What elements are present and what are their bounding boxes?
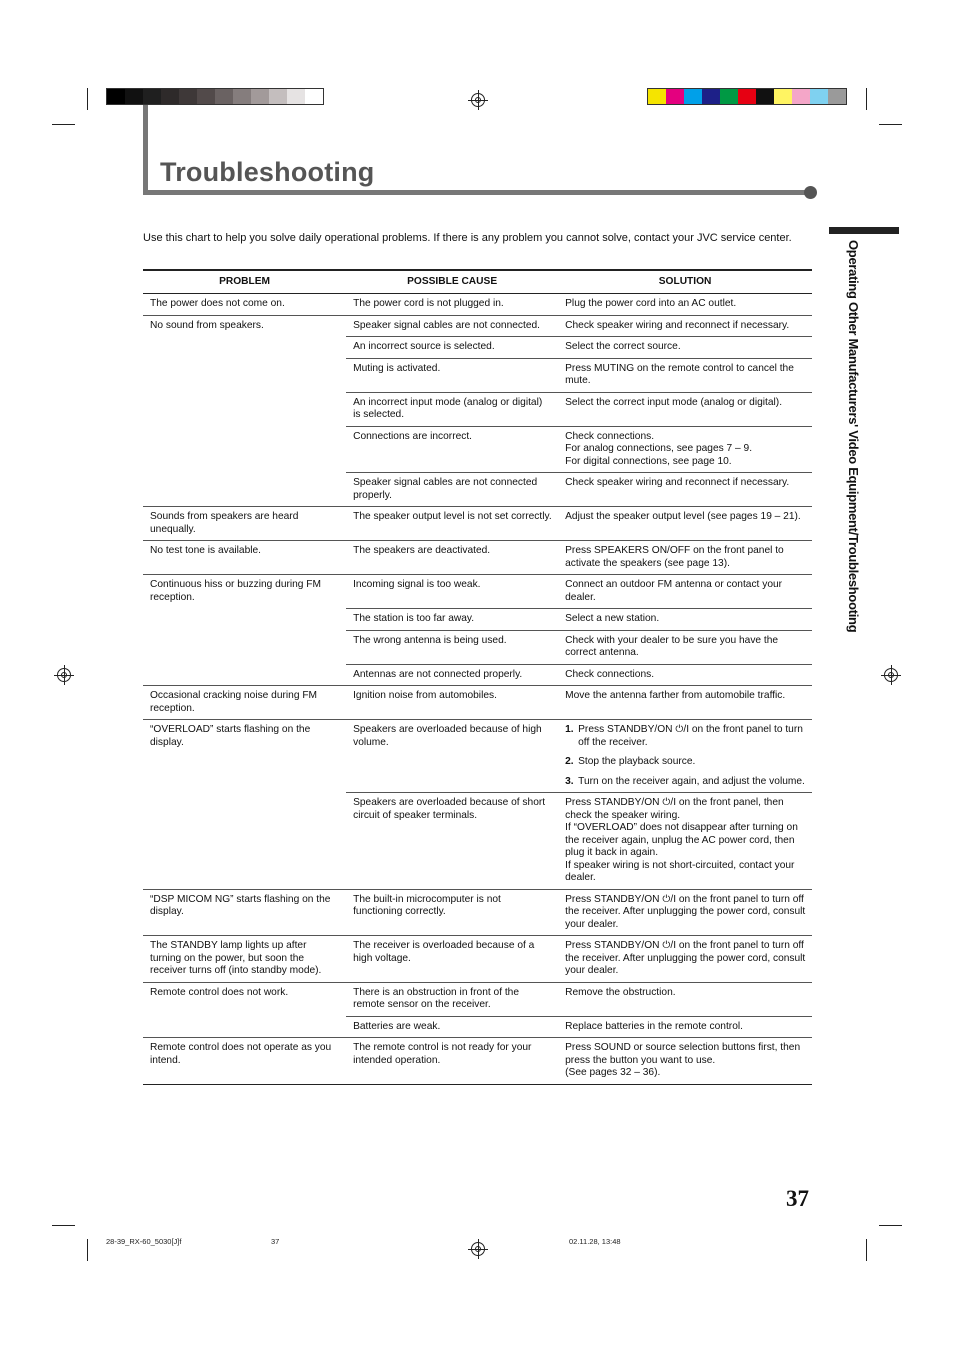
solution-cell — [558, 392, 812, 426]
solution-cell — [558, 686, 812, 720]
cause-cell: The speakers are deactivated. — [346, 541, 558, 575]
registration-swatch — [305, 89, 323, 104]
solution-line: Connect an outdoor FM antenna or contact your dealer. — [565, 579, 783, 603]
registration-swatch — [828, 89, 846, 104]
problem-cell: Continuous hiss or buzzing during FM reception. — [143, 575, 346, 609]
registration-target-icon — [57, 668, 71, 682]
table-row — [143, 473, 812, 507]
solution-line: Select a new station. — [565, 613, 660, 624]
registration-swatch — [774, 89, 792, 104]
cause-cell: The receiver is overloaded because of a high voltage. — [346, 936, 558, 983]
column-header-cause: POSSIBLE CAUSE — [346, 270, 558, 294]
solution-cell — [558, 982, 812, 1016]
solution-cell — [558, 337, 812, 359]
header-rule-horizontal — [143, 190, 807, 195]
crop-mark — [879, 1225, 902, 1226]
registration-swatch — [179, 89, 197, 104]
table-row — [143, 609, 812, 631]
solution-line: Press SPEAKERS ON/OFF on the front panel to activate the speakers (see page 13). — [565, 545, 784, 569]
column-header-solution: SOLUTION — [558, 270, 812, 294]
problem-cell: Remote control does not operate as you intend. — [143, 1038, 346, 1085]
solution-line: Remove the obstruction. — [565, 986, 676, 998]
solution-cell — [558, 1038, 812, 1085]
cause-cell: The speaker output level is not set correctly. — [346, 507, 558, 541]
solution-line: (See pages 32 – 36). — [565, 1067, 661, 1078]
side-tab-bar — [829, 227, 899, 234]
solution-cell — [558, 609, 812, 631]
solution-line: Press MUTING on the remote control to cancel the mute. — [565, 362, 794, 386]
table-row — [143, 507, 812, 541]
problem-cell: Remote control does not work. — [143, 982, 346, 1016]
page-title: Troubleshooting — [160, 157, 375, 187]
registration-swatch — [215, 89, 233, 104]
table-row — [143, 936, 812, 983]
table-row — [143, 1016, 812, 1038]
table-row — [143, 1038, 812, 1085]
crop-mark — [87, 1239, 88, 1261]
table-row — [143, 686, 812, 720]
solution-line: Check speaker wiring and reconnect if necessary. — [565, 319, 790, 331]
table-row — [143, 392, 812, 426]
step-number: 3. — [565, 775, 574, 787]
solution-line: Check connections. — [565, 430, 655, 442]
cause-cell: An incorrect input mode (analog or digital) is selected. — [346, 392, 558, 426]
solution-step — [565, 756, 806, 769]
step-text: Stop the playback source. — [578, 756, 696, 767]
cause-cell: Speakers are overloaded because of high volume. — [346, 720, 558, 793]
cause-cell: The station is too far away. — [346, 609, 558, 631]
problem-cell: “DSP MICOM NG” starts flashing on the display. — [143, 889, 346, 936]
cause-cell: The built-in microcomputer is not functioning correctly. — [346, 889, 558, 936]
solution-line: Adjust the speaker output level (see pages 19 – 21). — [565, 511, 801, 522]
solution-line: Check connections. — [565, 668, 655, 680]
registration-target-icon — [884, 668, 898, 682]
solution-step — [565, 724, 806, 749]
header-rule-vertical — [143, 105, 148, 195]
solution-step — [565, 776, 806, 789]
solution-cell — [558, 664, 812, 686]
registration-swatch — [251, 89, 269, 104]
footer-date: 02.11.28, 13:48 — [569, 1237, 621, 1246]
intro-text: Use this chart to help you solve daily operational problems. If there is any problem you cannot solve, contact your JVC service center. — [143, 232, 792, 244]
table-header-row — [143, 270, 812, 294]
cause-cell: Incoming signal is too weak. — [346, 575, 558, 609]
solution-cell — [558, 889, 812, 936]
solution-cell — [558, 294, 812, 316]
registration-swatch — [792, 89, 810, 104]
problem-cell — [143, 358, 346, 392]
cause-cell: Speaker signal cables are not connected. — [346, 315, 558, 337]
problem-cell: No sound from speakers. — [143, 315, 346, 337]
registration-swatch — [107, 89, 125, 104]
problem-cell — [143, 793, 346, 890]
registration-target-icon — [471, 1242, 485, 1256]
registration-target-icon — [471, 93, 485, 107]
table-row — [143, 337, 812, 359]
solution-cell — [558, 358, 812, 392]
cause-cell: There is an obstruction in front of the remote sensor on the receiver. — [346, 982, 558, 1016]
solution-cell — [558, 541, 812, 575]
table-row — [143, 358, 812, 392]
problem-cell: “OVERLOAD” starts flashing on the display. — [143, 720, 346, 793]
problem-cell — [143, 609, 346, 631]
solution-line: Move the antenna farther from automobile traffic. — [565, 690, 786, 701]
solution-cell — [558, 315, 812, 337]
column-header-problem: PROBLEM — [143, 270, 346, 294]
registration-swatch — [143, 89, 161, 104]
step-text: Turn on the receiver again, and adjust the volume. — [578, 775, 805, 787]
cause-cell: Speakers are overloaded because of short circuit of speaker terminals. — [346, 793, 558, 890]
problem-cell: The STANDBY lamp lights up after turning on the power, but soon the receiver turns off (into standby mode). — [143, 936, 346, 983]
cause-cell: Muting is activated. — [346, 358, 558, 392]
cause-cell: Antennas are not connected properly. — [346, 664, 558, 686]
troubleshooting-table — [143, 269, 812, 1085]
table-body — [143, 294, 812, 1085]
solution-line: If “OVERLOAD” does not disappear after turning on the receiver again, unplug the AC power cord, then plug it back in again. — [565, 822, 798, 858]
table-row — [143, 630, 812, 664]
problem-cell: Sounds from speakers are heard unequally. — [143, 507, 346, 541]
crop-mark — [866, 1239, 867, 1261]
problem-cell — [143, 392, 346, 426]
solution-cell — [558, 936, 812, 983]
crop-mark — [52, 1225, 75, 1226]
table-row — [143, 793, 812, 890]
cause-cell: Ignition noise from automobiles. — [346, 686, 558, 720]
problem-cell — [143, 337, 346, 359]
table-row — [143, 294, 812, 316]
solution-line: For analog connections, see pages 7 – 9. — [565, 443, 753, 454]
problem-cell: The power does not come on. — [143, 294, 346, 316]
solution-cell — [558, 630, 812, 664]
crop-mark — [52, 124, 75, 125]
table-row — [143, 982, 812, 1016]
solution-line: Plug the power cord into an AC outlet. — [565, 298, 737, 309]
side-section-label: Operating Other Manufacturers' Video Equipment/Troubleshooting — [846, 240, 861, 633]
registration-swatch — [702, 89, 720, 104]
registration-swatch — [233, 89, 251, 104]
solution-line: Select the correct input mode (analog or digital). — [565, 396, 783, 408]
table-row — [143, 575, 812, 609]
solution-line: Check with your dealer to be sure you have the correct antenna. — [565, 634, 779, 658]
registration-swatch — [756, 89, 774, 104]
header-rule-dot — [804, 186, 817, 199]
solution-cell — [558, 473, 812, 507]
problem-cell — [143, 1016, 346, 1038]
cause-cell: Batteries are weak. — [346, 1016, 558, 1038]
registration-swatch — [666, 89, 684, 104]
solution-cell — [558, 507, 812, 541]
footer-file: 28-39_RX-60_5030[J]f — [106, 1237, 182, 1246]
problem-cell — [143, 630, 346, 664]
step-number: 1. — [565, 724, 574, 735]
registration-swatch — [125, 89, 143, 104]
problem-cell: Occasional cracking noise during FM reception. — [143, 686, 346, 720]
problem-cell — [143, 664, 346, 686]
crop-mark — [879, 124, 902, 125]
cause-cell: An incorrect source is selected. — [346, 337, 558, 359]
cause-cell: The power cord is not plugged in. — [346, 294, 558, 316]
solution-line: Check speaker wiring and reconnect if necessary. — [565, 477, 790, 488]
grayscale-registration-strip — [106, 88, 324, 105]
solution-line: Press STANDBY/ON ⏻/I on the front panel, then check the speaker wiring. — [565, 797, 784, 821]
step-text: Press STANDBY/ON ⏻/I on the front panel to turn off the receiver. — [578, 724, 803, 748]
registration-swatch — [684, 89, 702, 104]
registration-swatch — [738, 89, 756, 104]
registration-swatch — [197, 89, 215, 104]
solution-line: If speaker wiring is not short-circuited, contact your dealer. — [565, 859, 795, 883]
registration-swatch — [161, 89, 179, 104]
color-registration-strip — [647, 88, 847, 105]
table-row — [143, 315, 812, 337]
solution-cell — [558, 426, 812, 473]
step-number: 2. — [565, 756, 574, 767]
solution-line: Select the correct source. — [565, 341, 681, 352]
registration-swatch — [810, 89, 828, 104]
problem-cell: No test tone is available. — [143, 541, 346, 575]
solution-line: For digital connections, see page 10. — [565, 455, 732, 467]
cause-cell: The wrong antenna is being used. — [346, 630, 558, 664]
solution-cell — [558, 575, 812, 609]
table-row — [143, 720, 812, 793]
problem-cell — [143, 473, 346, 507]
registration-swatch — [648, 89, 666, 104]
registration-swatch — [287, 89, 305, 104]
solution-cell — [558, 793, 812, 890]
solution-line: Replace batteries in the remote control. — [565, 1020, 743, 1032]
registration-swatch — [720, 89, 738, 104]
table-row — [143, 426, 812, 473]
solution-line: Press SOUND or source selection buttons first, then press the button you want to use. — [565, 1042, 801, 1066]
solution-cell — [558, 720, 812, 793]
solution-line: Press STANDBY/ON ⏻/I on the front panel to turn off the receiver. After unplugging the power cord, consult your dealer. — [565, 940, 806, 976]
footer-page: 37 — [271, 1237, 280, 1246]
cause-cell: Connections are incorrect. — [346, 426, 558, 473]
cause-cell: Speaker signal cables are not connected properly. — [346, 473, 558, 507]
solution-cell — [558, 1016, 812, 1038]
page-number: 37 — [786, 1186, 809, 1211]
registration-swatch — [269, 89, 287, 104]
table-row — [143, 889, 812, 936]
crop-mark — [87, 88, 88, 110]
solution-line: Press STANDBY/ON ⏻/I on the front panel to turn off the receiver. After unplugging the power cord, consult your dealer. — [565, 893, 806, 930]
table-row — [143, 541, 812, 575]
table-row — [143, 664, 812, 686]
problem-cell — [143, 426, 346, 473]
crop-mark — [866, 88, 867, 110]
cause-cell: The remote control is not ready for your intended operation. — [346, 1038, 558, 1085]
solution-steps — [565, 724, 806, 788]
